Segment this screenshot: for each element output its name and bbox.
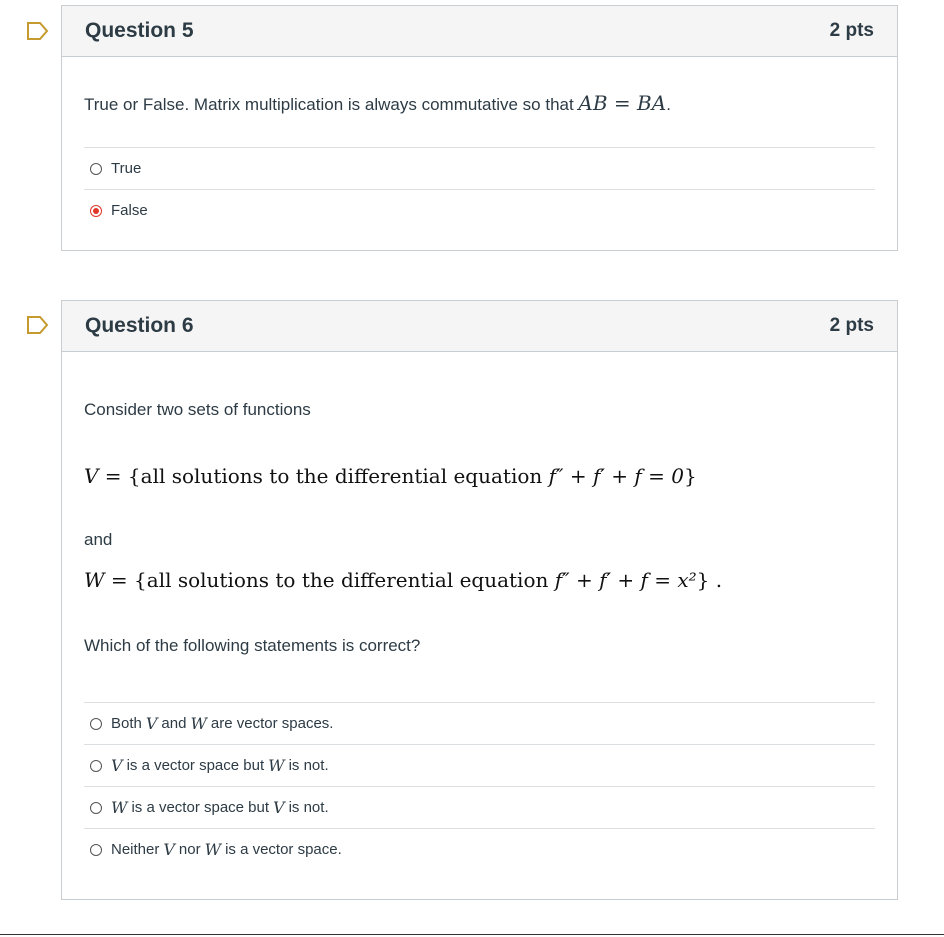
radio-button-icon[interactable] — [90, 760, 102, 772]
math-var: W — [84, 568, 105, 592]
prompt-end: . — [666, 95, 671, 114]
question-intro: Consider two sets of functions — [84, 400, 311, 419]
answer-text: is a vector space but — [131, 799, 270, 816]
question-header — [62, 6, 897, 57]
answer-text: are vector spaces. — [210, 715, 334, 732]
answer-var: W — [111, 798, 128, 817]
question-card-5 — [61, 5, 898, 251]
answer-text: is not. — [288, 757, 329, 774]
math-close: } . — [696, 568, 723, 592]
radio-button-icon[interactable] — [90, 844, 102, 856]
math-op: = { — [104, 568, 147, 592]
answer-var: V — [273, 798, 285, 817]
answer-label: False — [111, 202, 148, 219]
math-text: all solutions to the differential equation — [146, 568, 555, 592]
answer-false[interactable] — [84, 190, 875, 231]
answer-text: nor — [178, 841, 201, 858]
and-word: and — [84, 530, 113, 549]
page-divider — [0, 934, 944, 935]
question-header — [62, 301, 897, 352]
answer-option-1[interactable] — [84, 703, 875, 745]
question-points: 2 pts — [829, 20, 874, 41]
question-text: Which of the following statements is correct? — [84, 636, 421, 655]
flag-question-icon[interactable] — [26, 316, 50, 334]
question-card-6 — [61, 300, 898, 900]
answer-list — [84, 702, 875, 870]
answer-var: V — [145, 714, 158, 733]
math-var: V — [84, 464, 99, 488]
answer-label: True — [111, 160, 142, 177]
answer-option-2[interactable] — [84, 745, 875, 787]
set-w-definition — [84, 568, 875, 592]
answer-var: W — [268, 756, 285, 775]
math-close: } — [684, 464, 697, 488]
radio-button-icon[interactable] — [90, 718, 102, 730]
radio-button-icon[interactable] — [90, 802, 102, 814]
question-prompt — [84, 91, 875, 147]
answer-text: Neither — [111, 841, 160, 858]
question-points: 2 pts — [829, 315, 874, 336]
set-v-definition — [84, 464, 875, 488]
question-title: Question 5 — [85, 19, 194, 42]
answer-text: is a vector space. — [225, 841, 342, 858]
answer-list — [84, 147, 875, 231]
question-title: Question 6 — [85, 314, 194, 337]
answer-text: is a vector space but — [126, 757, 265, 774]
math-eqn: f″ + f′ + f = 0 — [548, 464, 684, 488]
answer-option-4[interactable] — [84, 829, 875, 870]
math-text: all solutions to the differential equation — [140, 464, 549, 488]
answer-true[interactable] — [84, 148, 875, 190]
answer-var: V — [111, 756, 123, 775]
answer-text: is not. — [288, 799, 329, 816]
answer-option-3[interactable] — [84, 787, 875, 829]
prompt-text: True or False. Matrix multiplication is always commutative so that — [84, 95, 579, 114]
answer-text: Both — [111, 715, 142, 732]
prompt-math: AB = BA — [578, 91, 667, 115]
answer-text: and — [161, 715, 187, 732]
radio-button-icon[interactable] — [90, 163, 102, 175]
answer-var: W — [204, 840, 222, 859]
flag-question-icon[interactable] — [26, 22, 50, 40]
math-eqn: f″ + f′ + f = x² — [554, 568, 697, 592]
answer-var: W — [190, 714, 207, 733]
math-op: = { — [98, 464, 141, 488]
answer-var: V — [163, 840, 175, 859]
radio-button-selected-icon[interactable] — [90, 205, 102, 217]
